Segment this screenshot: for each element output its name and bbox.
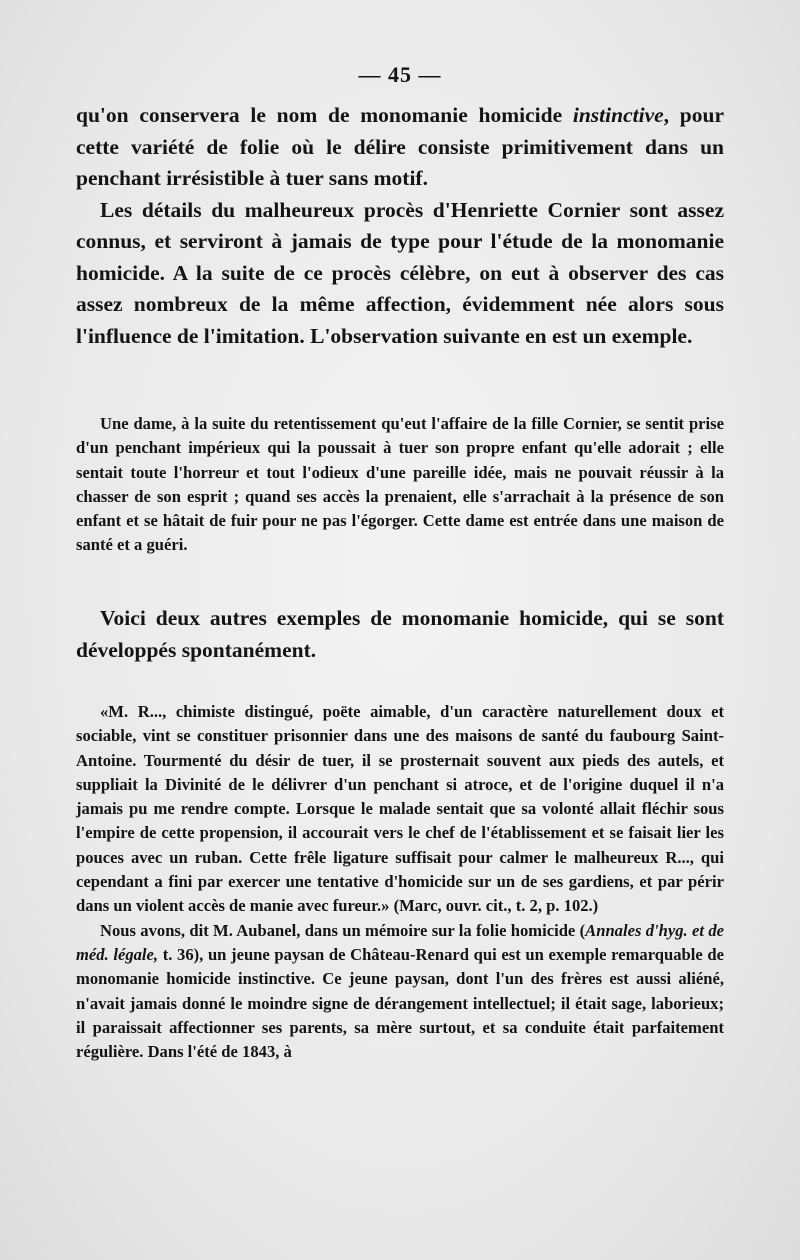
paragraph-1: qu'on conservera le nom de monomanie homicide instinctive, pour cette variété de folie où le délire consiste primitivement dans un penchant irrésistible à tuer sans motif.	[76, 103, 724, 190]
case-quote-1	[76, 412, 724, 558]
page-number: — 45 —	[358, 62, 442, 87]
case-quote-2	[76, 700, 724, 1064]
italic-citation: Annales d'hyg. et de méd. légale,	[76, 920, 724, 964]
quote-paragraph: Une dame, à la suite du retentissement qu'eut l'affaire de la fille Cornier, se sentit prise d'un penchant impérieux qui la poussait à tuer son propre enfant qu'elle adorait ; elle sentait toute l'horreur et tout l'odieux d'une pareille idée, mais ne pouvait réussir à la chasser de son esprit ; quand ses accès la prenaient, elle s'arrachait à la présence de son enfant et se hâtait de fuir pour ne pas l'égorger. Cette dame est entrée dans une maison de santé et a guéri.	[76, 414, 724, 555]
main-text-block	[76, 100, 724, 352]
main-text-block-2	[76, 603, 724, 666]
paragraph-3: Voici deux autres exemples de monomanie homicide, qui se sont développés spontanément.	[76, 606, 724, 662]
italic-term: instinctive	[572, 103, 664, 127]
quote-paragraph-2: «M. R..., chimiste distingué, poëte aimable, d'un caractère naturellement doux et sociable, vint se constituer prisonnier dans une des maisons de santé du faubourg Saint-Antoine. Tourmenté du désir de tuer, il se prosternait souvent aux pieds des autels, et suppliait la Divinité de le délivrer d'un penchant si atroce, et de l'origine duquel il n'a jamais pu me rendre compte. Lorsque le malade sentait que sa volonté allait fléchir sous l'empire de cette propension, il accourait vers le chef de l'établissement et se faisait lier les pouces avec un ruban. Cette frêle ligature suffisait pour calmer le malheureux R..., qui cependant a fini par exercer une tentative d'homicide sur un de ses gardiens, et par périr dans un violent accès de manie avec fureur.» (Marc, ouvr. cit., t. 2, p. 102.)	[76, 702, 724, 916]
paragraph-2: Les détails du malheureux procès d'Henriette Cornier sont assez connus, et serviront à jamais de type pour l'étude de la monomanie homicide. A la suite de ce procès célèbre, on eut à observer des cas assez nombreux de la même affection, évidemment née alors sous l'influence de l'imitation. L'observation suivante en est un exemple.	[76, 197, 724, 348]
quote-paragraph-3: Nous avons, dit M. Aubanel, dans un mémoire sur la folie homicide (Annales d'hyg. et de méd. légale, t. 36), un jeune paysan de Château-Renard qui est un exemple remarquable de monomanie homicide instinctive. Ce jeune paysan, dont l'un des frères est aussi aliéné, n'avait jamais donné le moindre signe de dérangement intellectuel; il était sage, laborieux; il paraissait affectionner ses parents, sa mère surtout, et sa conduite était parfaitement régulière. Dans l'été de 1843, à	[76, 920, 724, 1062]
